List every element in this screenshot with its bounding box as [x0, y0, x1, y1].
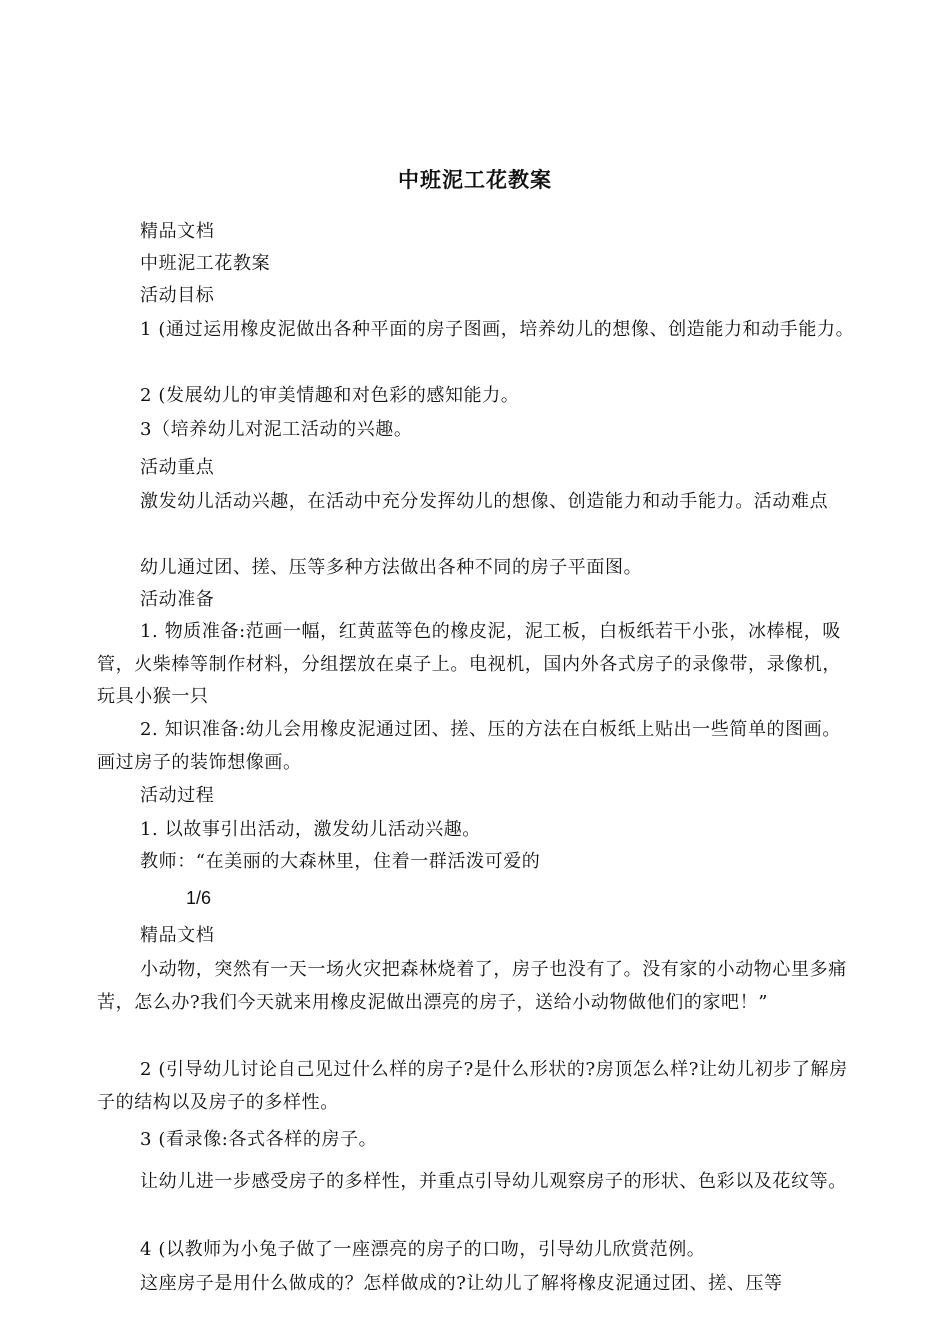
paragraph-goal-3: 3（培养幼儿对泥工活动的兴趣。 — [140, 419, 413, 440]
paragraph-goal-2: 2 (发展幼儿的审美情趣和对色彩的感知能力。 — [140, 385, 520, 406]
paragraph-video-note: 让幼儿进一步感受房子的多样性，并重点引导幼儿观察房子的形状、色彩以及花纹等。 — [140, 1171, 847, 1192]
paragraph-prep-knowledge: 2. 知识准备:幼儿会用橡皮泥通过团、搓、压的方法在白板纸上贴出一些简单的图画。画过房子的装饰想像画。 — [97, 719, 841, 773]
section-heading-preparation: 活动准备 — [140, 589, 215, 610]
paragraph-process-1: 1. 以故事引出活动，激发幼儿活动兴趣。 — [140, 819, 481, 840]
section-heading-focus: 活动重点 — [140, 457, 215, 478]
paragraph-prep-materials: 1. 物质准备:范画一幅，红黄蓝等色的橡皮泥，泥工板，白板纸若干小张，冰棒棍，吸管，火柴棒等制作材料，分组摆放在桌子上。电视机，国内外各式房子的录像带，录像机，玩具小猴一只 — [97, 621, 841, 707]
paragraph-difficulty: 幼儿通过团、搓、压等多种方法做出各种不同的房子平面图。 — [140, 557, 643, 578]
paragraph-process-3: 3 (看录像:各式各样的房子。 — [140, 1129, 378, 1150]
paragraph-example-question: 这座房子是用什么做成的？怎样做成的?让幼儿了解将橡皮泥通过团、搓、压等 — [140, 1273, 783, 1294]
paragraph-process-2: 2 (引导幼儿讨论自己见过什么样的房子?是什么形状的?房顶怎么样?让幼儿初步了解房子的结构以及房子的多样性。 — [97, 1059, 848, 1113]
document-title: 中班泥工花教案 — [398, 168, 552, 192]
header-label-page-2: 精品文档 — [140, 925, 215, 946]
paragraph-story: 小动物，突然有一天一场火灾把森林烧着了，房子也没有了。没有家的小动物心里多痛苦，怎么办?我们今天就来用橡皮泥做出漂亮的房子，送给小动物做他们的家吧！” — [97, 959, 847, 1013]
paragraph-goal-1: 1 (通过运用橡皮泥做出各种平面的房子图画，培养幼儿的想像、创造能力和动手能力。 — [140, 319, 855, 340]
section-heading-goals: 活动目标 — [140, 285, 215, 306]
paragraph-process-4: 4 (以教师为小兔子做了一座漂亮的房子的口吻，引导幼儿欣赏范例。 — [140, 1239, 706, 1260]
page-number: 1/6 — [186, 888, 212, 908]
subtitle: 中班泥工花教案 — [140, 253, 271, 274]
paragraph-focus: 激发幼儿活动兴趣，在活动中充分发挥幼儿的想像、创造能力和动手能力。活动难点 — [140, 491, 829, 512]
header-label: 精品文档 — [140, 221, 215, 242]
section-heading-process: 活动过程 — [140, 785, 215, 806]
paragraph-teacher-speech: 教师：“在美丽的大森林里，住着一群活泼可爱的 — [140, 851, 541, 872]
